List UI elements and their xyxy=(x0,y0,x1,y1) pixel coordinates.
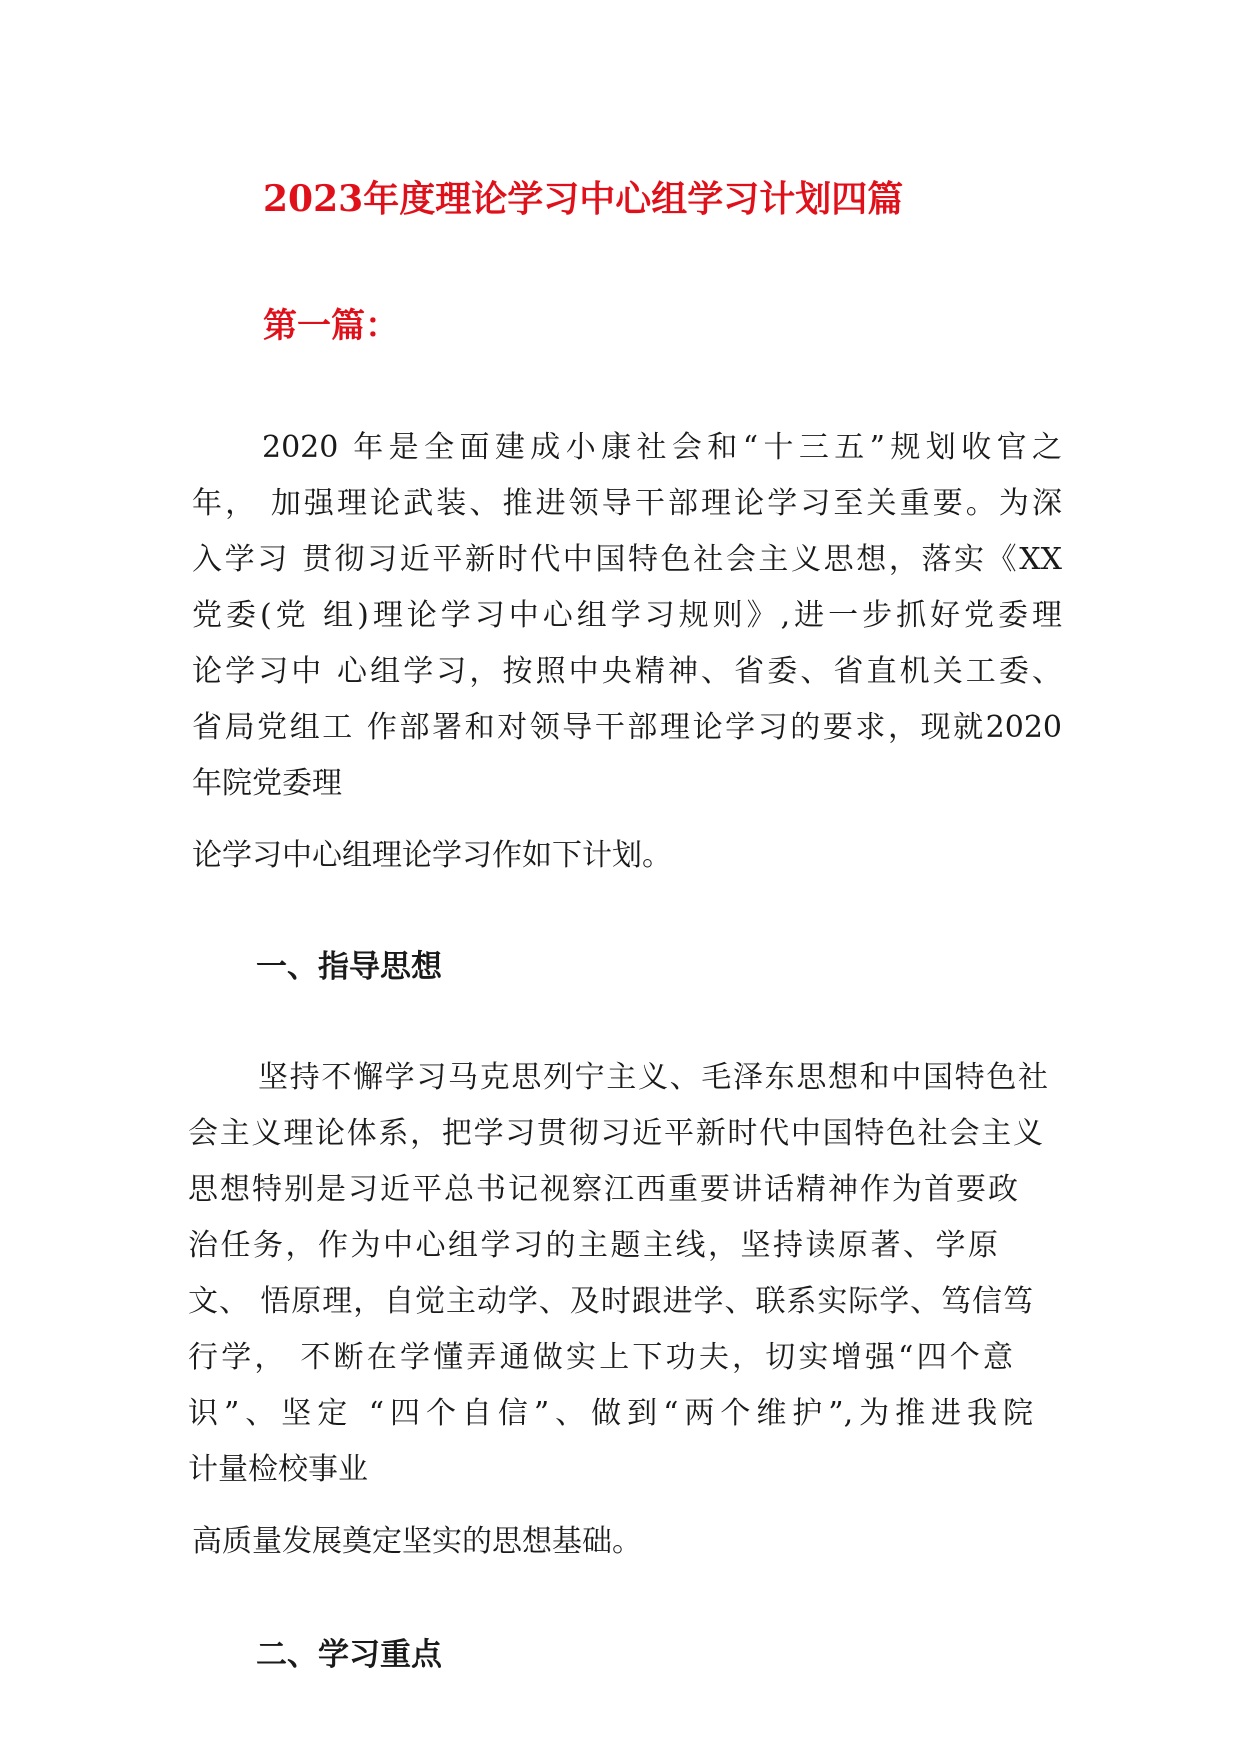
section-heading-study-focus: 二、学习重点 xyxy=(256,1637,442,1673)
section-heading-guiding-ideology: 一、指导思想 xyxy=(256,949,442,985)
paragraph-line: 2020 年是全面建成小康社会和“十三五”规划收官之 xyxy=(262,430,1062,465)
paragraph-line: 高质量发展奠定坚实的思想基础。 xyxy=(192,1524,642,1559)
paragraph-line: 年院党委理 xyxy=(192,766,342,801)
paragraph-line: 行学， 不断在学懂弄通做实上下功夫，切实增强“四个意 xyxy=(188,1340,1013,1375)
paragraph-line: 入学习 贯彻习近平新时代中国特色社会主义思想，落实《XX xyxy=(192,542,1062,577)
document-title: 2023年度理论学习中心组学习计划四篇 xyxy=(263,178,904,220)
paragraph-line: 计量检校事业 xyxy=(188,1452,368,1487)
part-heading: 第一篇： xyxy=(263,306,399,346)
paragraph-line: 坚持不懈学习马克思列宁主义、毛泽东思想和中国特色社 xyxy=(258,1060,1048,1095)
paragraph-line: 论学习中心组理论学习作如下计划。 xyxy=(192,838,672,873)
paragraph-line: 年， 加强理论武装、推进领导干部理论学习至关重要。为深 xyxy=(192,486,1062,521)
paragraph-line: 会主义理论体系，把学习贯彻习近平新时代中国特色社会主义 xyxy=(188,1116,1043,1151)
paragraph-line: 识”、坚定 “四个自信”、做到“两个维护”,为推进我院 xyxy=(188,1396,1033,1431)
paragraph-line: 文、 悟原理，自觉主动学、及时跟进学、联系实际学、笃信笃 xyxy=(188,1284,1033,1319)
paragraph-line: 党委(党 组)理论学习中心组学习规则》,进一步抓好党委理 xyxy=(192,598,1062,633)
paragraph-line: 思想特别是习近平总书记视察江西重要讲话精神作为首要政 xyxy=(188,1172,1018,1207)
paragraph-line: 省局党组工 作部署和对领导干部理论学习的要求，现就2020 xyxy=(192,710,1062,745)
paragraph-line: 论学习中 心组学习，按照中央精神、省委、省直机关工委、 xyxy=(192,654,1062,689)
paragraph-line: 治任务，作为中心组学习的主题主线，坚持读原著、学原 xyxy=(188,1228,998,1263)
